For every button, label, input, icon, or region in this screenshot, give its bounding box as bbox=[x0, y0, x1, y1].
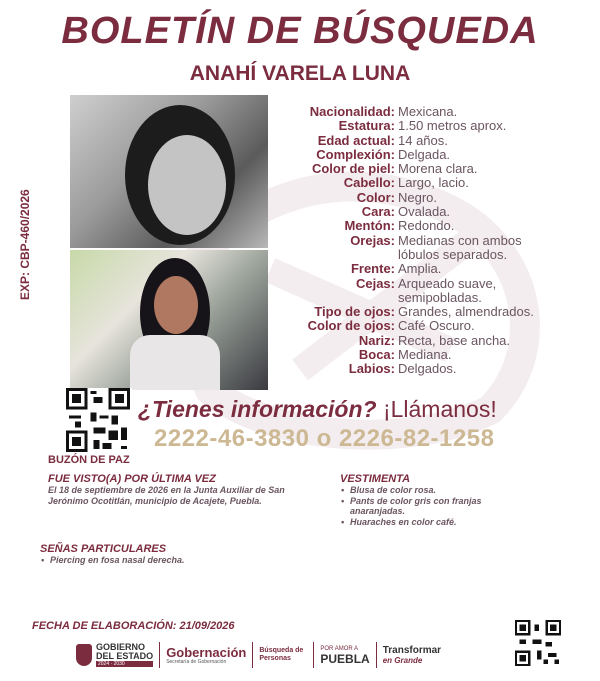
elaboration-date: FECHA DE ELABORACIÓN: 21/09/2026 bbox=[32, 620, 235, 632]
case-number: EXP: CBP-460/2026 bbox=[18, 189, 32, 300]
marks-title: SEÑAS PARTICULARES bbox=[40, 543, 167, 555]
detail-eye-type: Tipo de ojos: Grandes, almendrados. bbox=[314, 304, 534, 320]
buzon-label: BUZÓN DE PAZ bbox=[48, 454, 130, 466]
call-us: ¡Llámanos! bbox=[382, 396, 497, 422]
logo-busqueda-personas: Búsqueda de Personas bbox=[259, 647, 304, 662]
logo-transformar-en-grande: Transformar en Grande bbox=[382, 644, 442, 665]
detail-ears: Orejas: Medianas con ambos lóbulos separados. bbox=[350, 232, 522, 262]
clothing-title: VESTIMENTA bbox=[340, 473, 411, 485]
detail-nose: Nariz: Recta, base ancha. bbox=[358, 332, 511, 348]
detail-forehead: Frente: Amplia. bbox=[350, 261, 442, 277]
list-item: • Huaraches en color café. bbox=[340, 517, 540, 528]
list-item: • Blusa de color rosa. bbox=[340, 485, 540, 496]
info-prompt bbox=[138, 396, 497, 423]
last-seen-text: El 18 de septiembre de 2026 en la Junta Auxiliar de San Jerónimo Ocotitlán, municipio de Acajete, Puebla. bbox=[48, 485, 285, 506]
detail-hair-color: Color: Negro. bbox=[356, 189, 438, 205]
detail-height: Estatura: 1.50 metros aprox. bbox=[338, 118, 507, 134]
person-photo-grayscale bbox=[70, 95, 268, 248]
logo-gobernacion: Gobernación Secretaría de Gobernación bbox=[166, 644, 247, 665]
detail-face: Cara: Ovalada. bbox=[361, 204, 451, 220]
bulletin-title: BOLETÍN DE BÚSQUEDA bbox=[61, 10, 539, 52]
detail-skin: Color de piel: Morena clara. bbox=[311, 161, 478, 177]
clothing-section bbox=[340, 473, 540, 527]
distinguishing-marks-section bbox=[40, 543, 290, 566]
logo-gobierno-puebla: GOBIERNO DEL ESTADO 2024 · 2030 bbox=[70, 640, 159, 670]
detail-eye-color: Color de ojos: Café Oscuro. bbox=[307, 318, 475, 334]
buzon-qr-code[interactable] bbox=[64, 388, 132, 452]
detail-mouth: Boca: Mediana. bbox=[358, 347, 452, 363]
detail-hair: Cabello: Largo, lacio. bbox=[343, 175, 469, 191]
detail-age: Edad actual: 14 años. bbox=[317, 132, 448, 148]
logo-por-amor-puebla: POR AMOR A PUEBLA bbox=[320, 645, 370, 666]
last-seen-section bbox=[48, 473, 298, 507]
list-item: • Pants de color gris con franjas anaranjadas. bbox=[340, 496, 515, 517]
last-seen-title: FUE VISTO(A) POR ÚLTIMA VEZ bbox=[48, 473, 216, 485]
detail-chin: Mentón: Redondo. bbox=[344, 218, 455, 234]
detail-lips: Labios: Delgados. bbox=[348, 361, 457, 377]
footer-qr-code[interactable] bbox=[514, 620, 562, 666]
phone-numbers[interactable]: 2222-46-3830 o 2226-82-1258 bbox=[154, 425, 495, 452]
detail-nationality: Nacionalidad: Mexicana. bbox=[309, 104, 458, 119]
person-photo-color bbox=[70, 250, 268, 390]
missing-person-name: ANAHÍ VARELA LUNA bbox=[189, 62, 411, 85]
list-item: • Piercing en fosa nasal derecha. bbox=[40, 555, 290, 566]
institution-logos bbox=[70, 638, 490, 672]
detail-eyebrows: Cejas: Arqueado suave, semipobladas. bbox=[355, 275, 497, 305]
state-shield-icon bbox=[76, 644, 92, 666]
detail-build: Complexión: Delgada. bbox=[316, 146, 451, 162]
info-question: ¿Tienes información? bbox=[138, 396, 377, 422]
physical-description bbox=[298, 105, 598, 377]
